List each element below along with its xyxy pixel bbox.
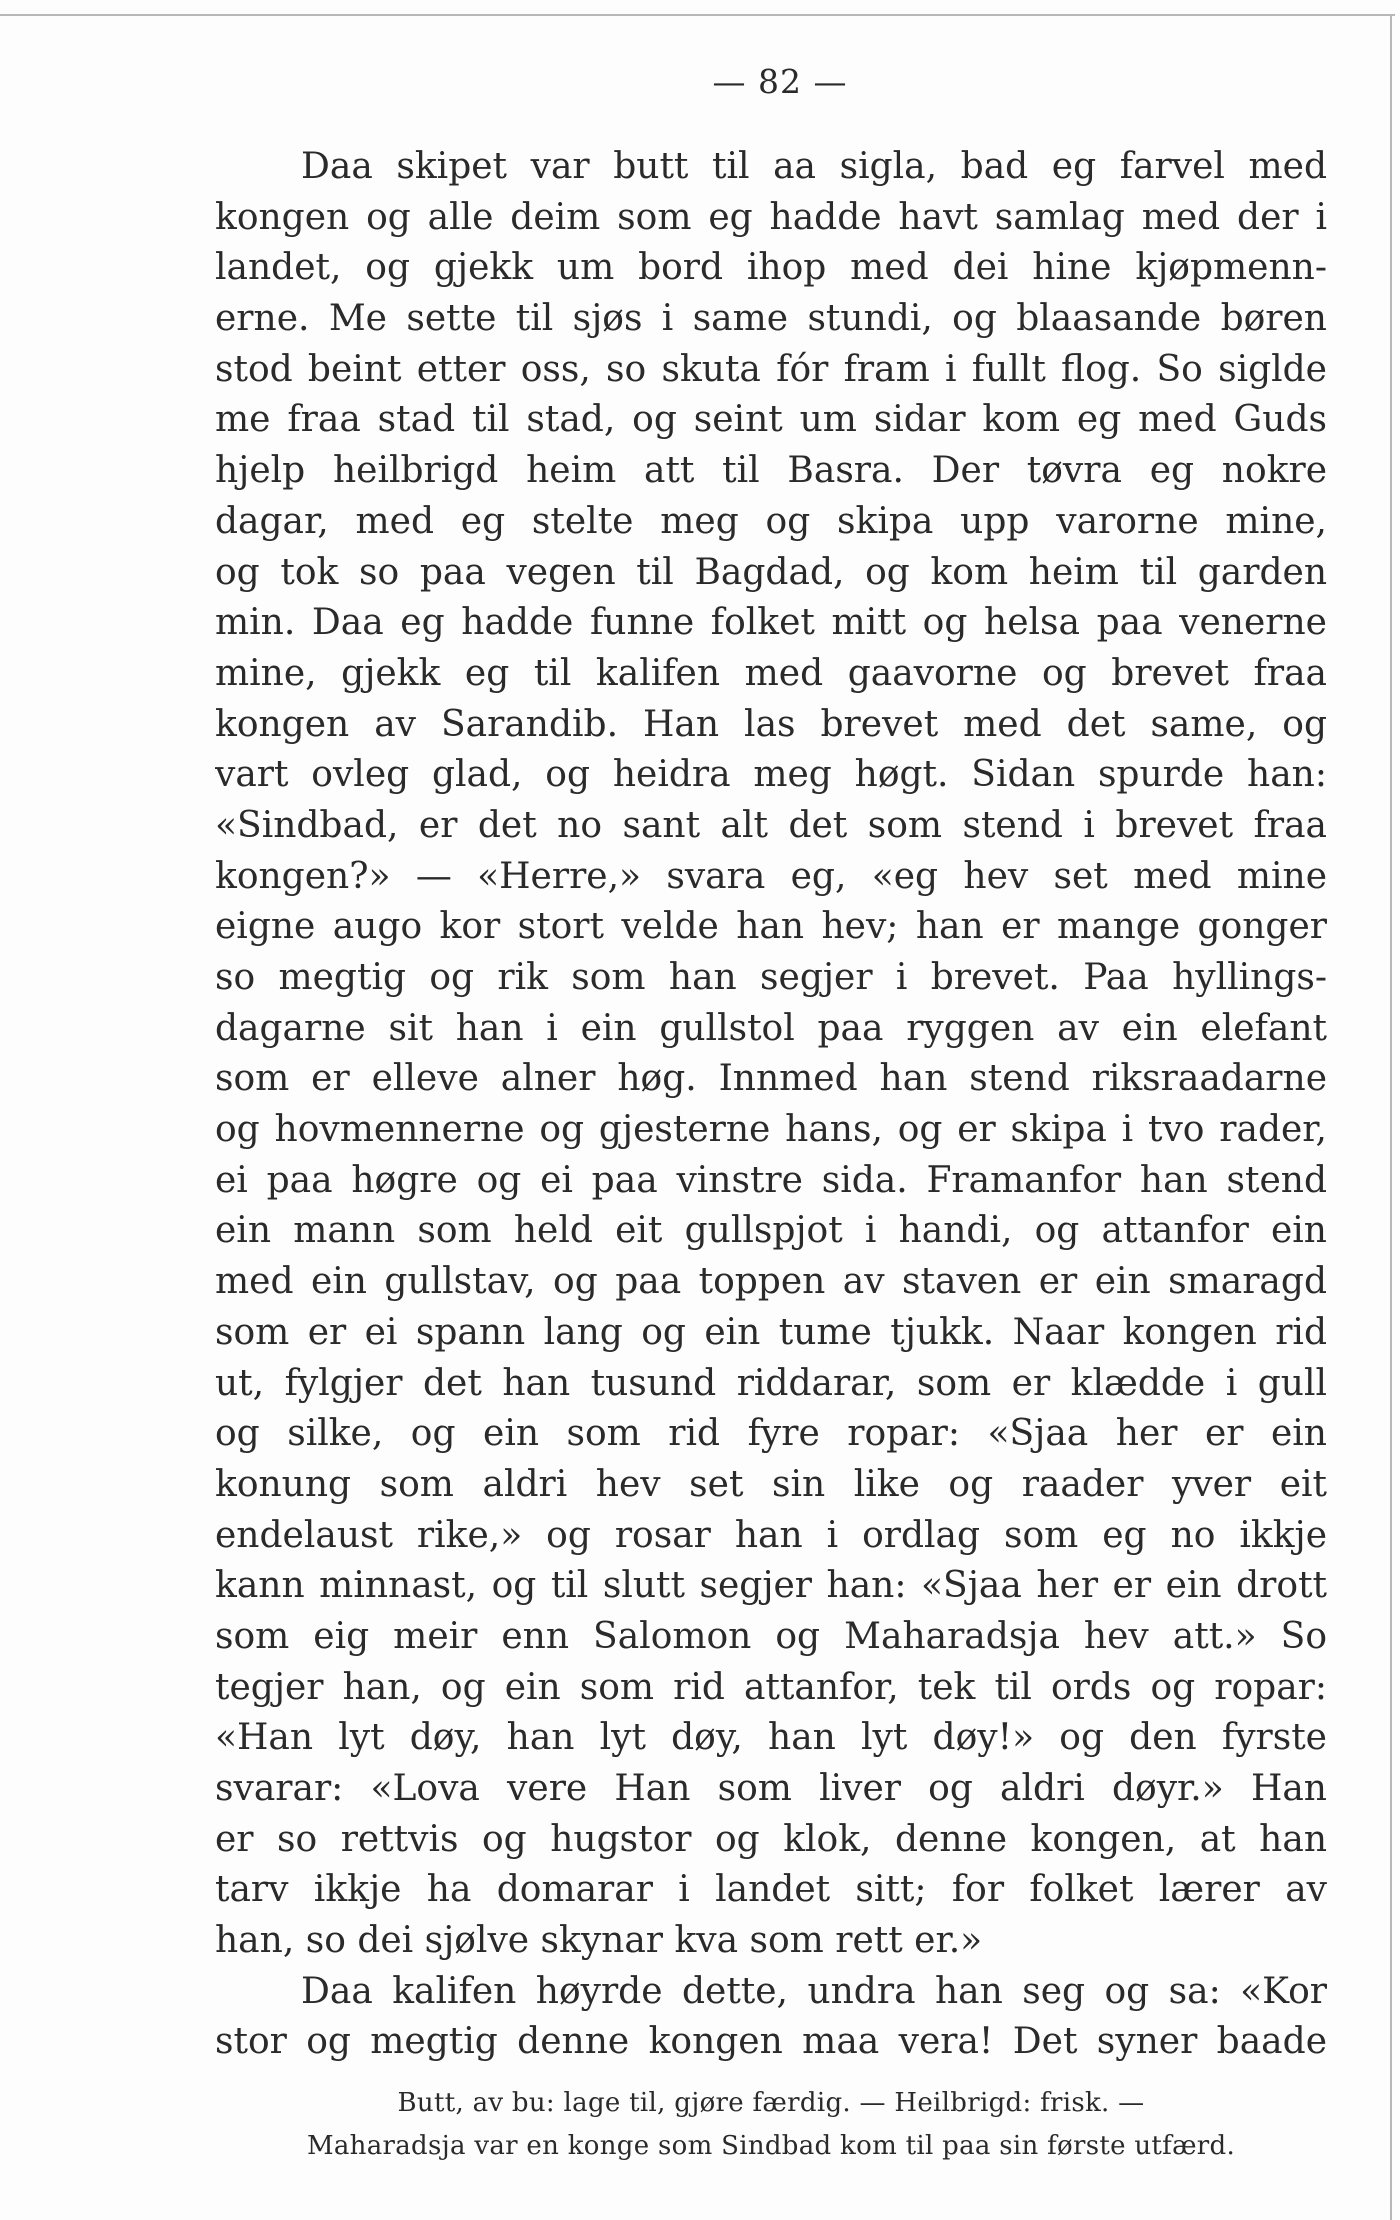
footnote-line: Butt, av bu: lage til, gjøre færdig. — Heilbrigd: frisk. — xyxy=(397,2088,1145,2118)
page-top-edge xyxy=(0,14,1395,16)
text-line: Daa kalifen høyrde dette, undra han seg og sa: «Kor xyxy=(301,1970,1327,2012)
text-line: eigne augo kor stort velde han hev; han er mange gonger xyxy=(215,906,1327,948)
text-line: kann minnast, og til slutt segjer han: «Sjaa her er ein drott xyxy=(215,1565,1327,1607)
text-line: ein mann som held eit gullspjot i handi, og attanfor ein xyxy=(215,1210,1327,1252)
text-line: «Sindbad, er det no sant alt det som stend i brevet fraa xyxy=(215,804,1327,846)
footnote-line: Maharadsja var en konge som Sindbad kom til paa sin første utfærd. xyxy=(306,2131,1236,2161)
text-line: er so rettvis og hugstor og klok, denne kongen, at han xyxy=(215,1818,1327,1860)
text-line: og silke, og ein som rid fyre ropar: «Sjaa her er ein xyxy=(215,1413,1327,1455)
text-line: Daa skipet var butt til aa sigla, bad eg farvel med xyxy=(301,146,1327,187)
text-line: erne. Me sette til sjøs i same stundi, og blaasande børen xyxy=(215,298,1327,340)
text-line: kongen?» — «Herre,» svara eg, «eg hev set med mine xyxy=(215,855,1327,897)
text-line: og hovmennerne og gjesterne hans, og er skipa i tvo rader, xyxy=(215,1109,1327,1151)
text-line: som er ei spann lang og ein tume tjukk. Naar kongen rid xyxy=(215,1311,1327,1353)
page-right-edge xyxy=(1390,14,1392,2220)
text-line: stor og megtig denne kongen maa vera! Det syner baade xyxy=(215,2021,1327,2063)
text-line: landet, og gjekk um bord ihop med dei hine kjøpmenn- xyxy=(215,247,1327,289)
text-line: og tok so paa vegen til Bagdad, og kom heim til garden xyxy=(215,551,1327,593)
text-line: svarar: «Lova vere Han som liver og aldri døyr.» Han xyxy=(215,1768,1327,1809)
text-line: dagarne sit han i ein gullstol paa ryggen av ein elefant xyxy=(215,1007,1327,1049)
text-line: mine, gjekk eg til kalifen med gaavorne og brevet fraa xyxy=(215,652,1327,694)
text-line: kongen og alle deim som eg hadde havt samlag med der i xyxy=(215,196,1327,238)
text-line: som eig meir enn Salomon og Maharadsja hev att.» So xyxy=(215,1615,1327,1657)
text-line: ut, fylgjer det han tusund riddarar, som er klædde i gull xyxy=(215,1362,1327,1404)
text-line: med ein gullstav, og paa toppen av staven er ein smaragd xyxy=(215,1261,1327,1303)
text-line: konung som aldri hev set sin like og raader yver eit xyxy=(215,1463,1327,1505)
text-line: som er elleve alner høg. Innmed han stend riksraadarne xyxy=(215,1058,1327,1100)
text-line: min. Daa eg hadde funne folket mitt og helsa paa venerne xyxy=(215,602,1327,644)
page-number: — 82 — xyxy=(712,62,848,101)
text-line: «Han lyt døy, han lyt døy, han lyt døy!» og den fyrste xyxy=(215,1717,1327,1759)
text-line: so megtig og rik som han segjer i brevet. Paa hyllings- xyxy=(215,957,1327,998)
text-line: kongen av Sarandib. Han las brevet med det same, og xyxy=(215,703,1327,745)
text-line: vart ovleg glad, og heidra meg høgt. Sidan spurde han: xyxy=(215,754,1327,796)
text-line: tarv ikkje ha domarar i landet sitt; for folket lærer av xyxy=(215,1869,1327,1911)
footnotes xyxy=(215,2082,1327,2168)
text-line: han, so dei sjølve skynar kva som rett er.» xyxy=(215,1920,983,1962)
text-line: dagar, med eg stelte meg og skipa upp varorne mine, xyxy=(215,500,1327,542)
text-line: hjelp heilbrigd heim att til Basra. Der tøvra eg nokre xyxy=(215,450,1327,492)
text-line: me fraa stad til stad, og seint um sidar kom eg med Guds xyxy=(215,399,1327,441)
body-text xyxy=(215,142,1327,2068)
text-line: ei paa høgre og ei paa vinstre sida. Framanfor han stend xyxy=(215,1159,1327,1201)
text-line: tegjer han, og ein som rid attanfor, tek til ords og ropar: xyxy=(215,1666,1327,1708)
text-line: endelaust rike,» og rosar han i ordlag som eg no ikkje xyxy=(215,1514,1327,1556)
text-line: stod beint etter oss, so skuta fór fram i fullt flog. So siglde xyxy=(215,348,1327,390)
